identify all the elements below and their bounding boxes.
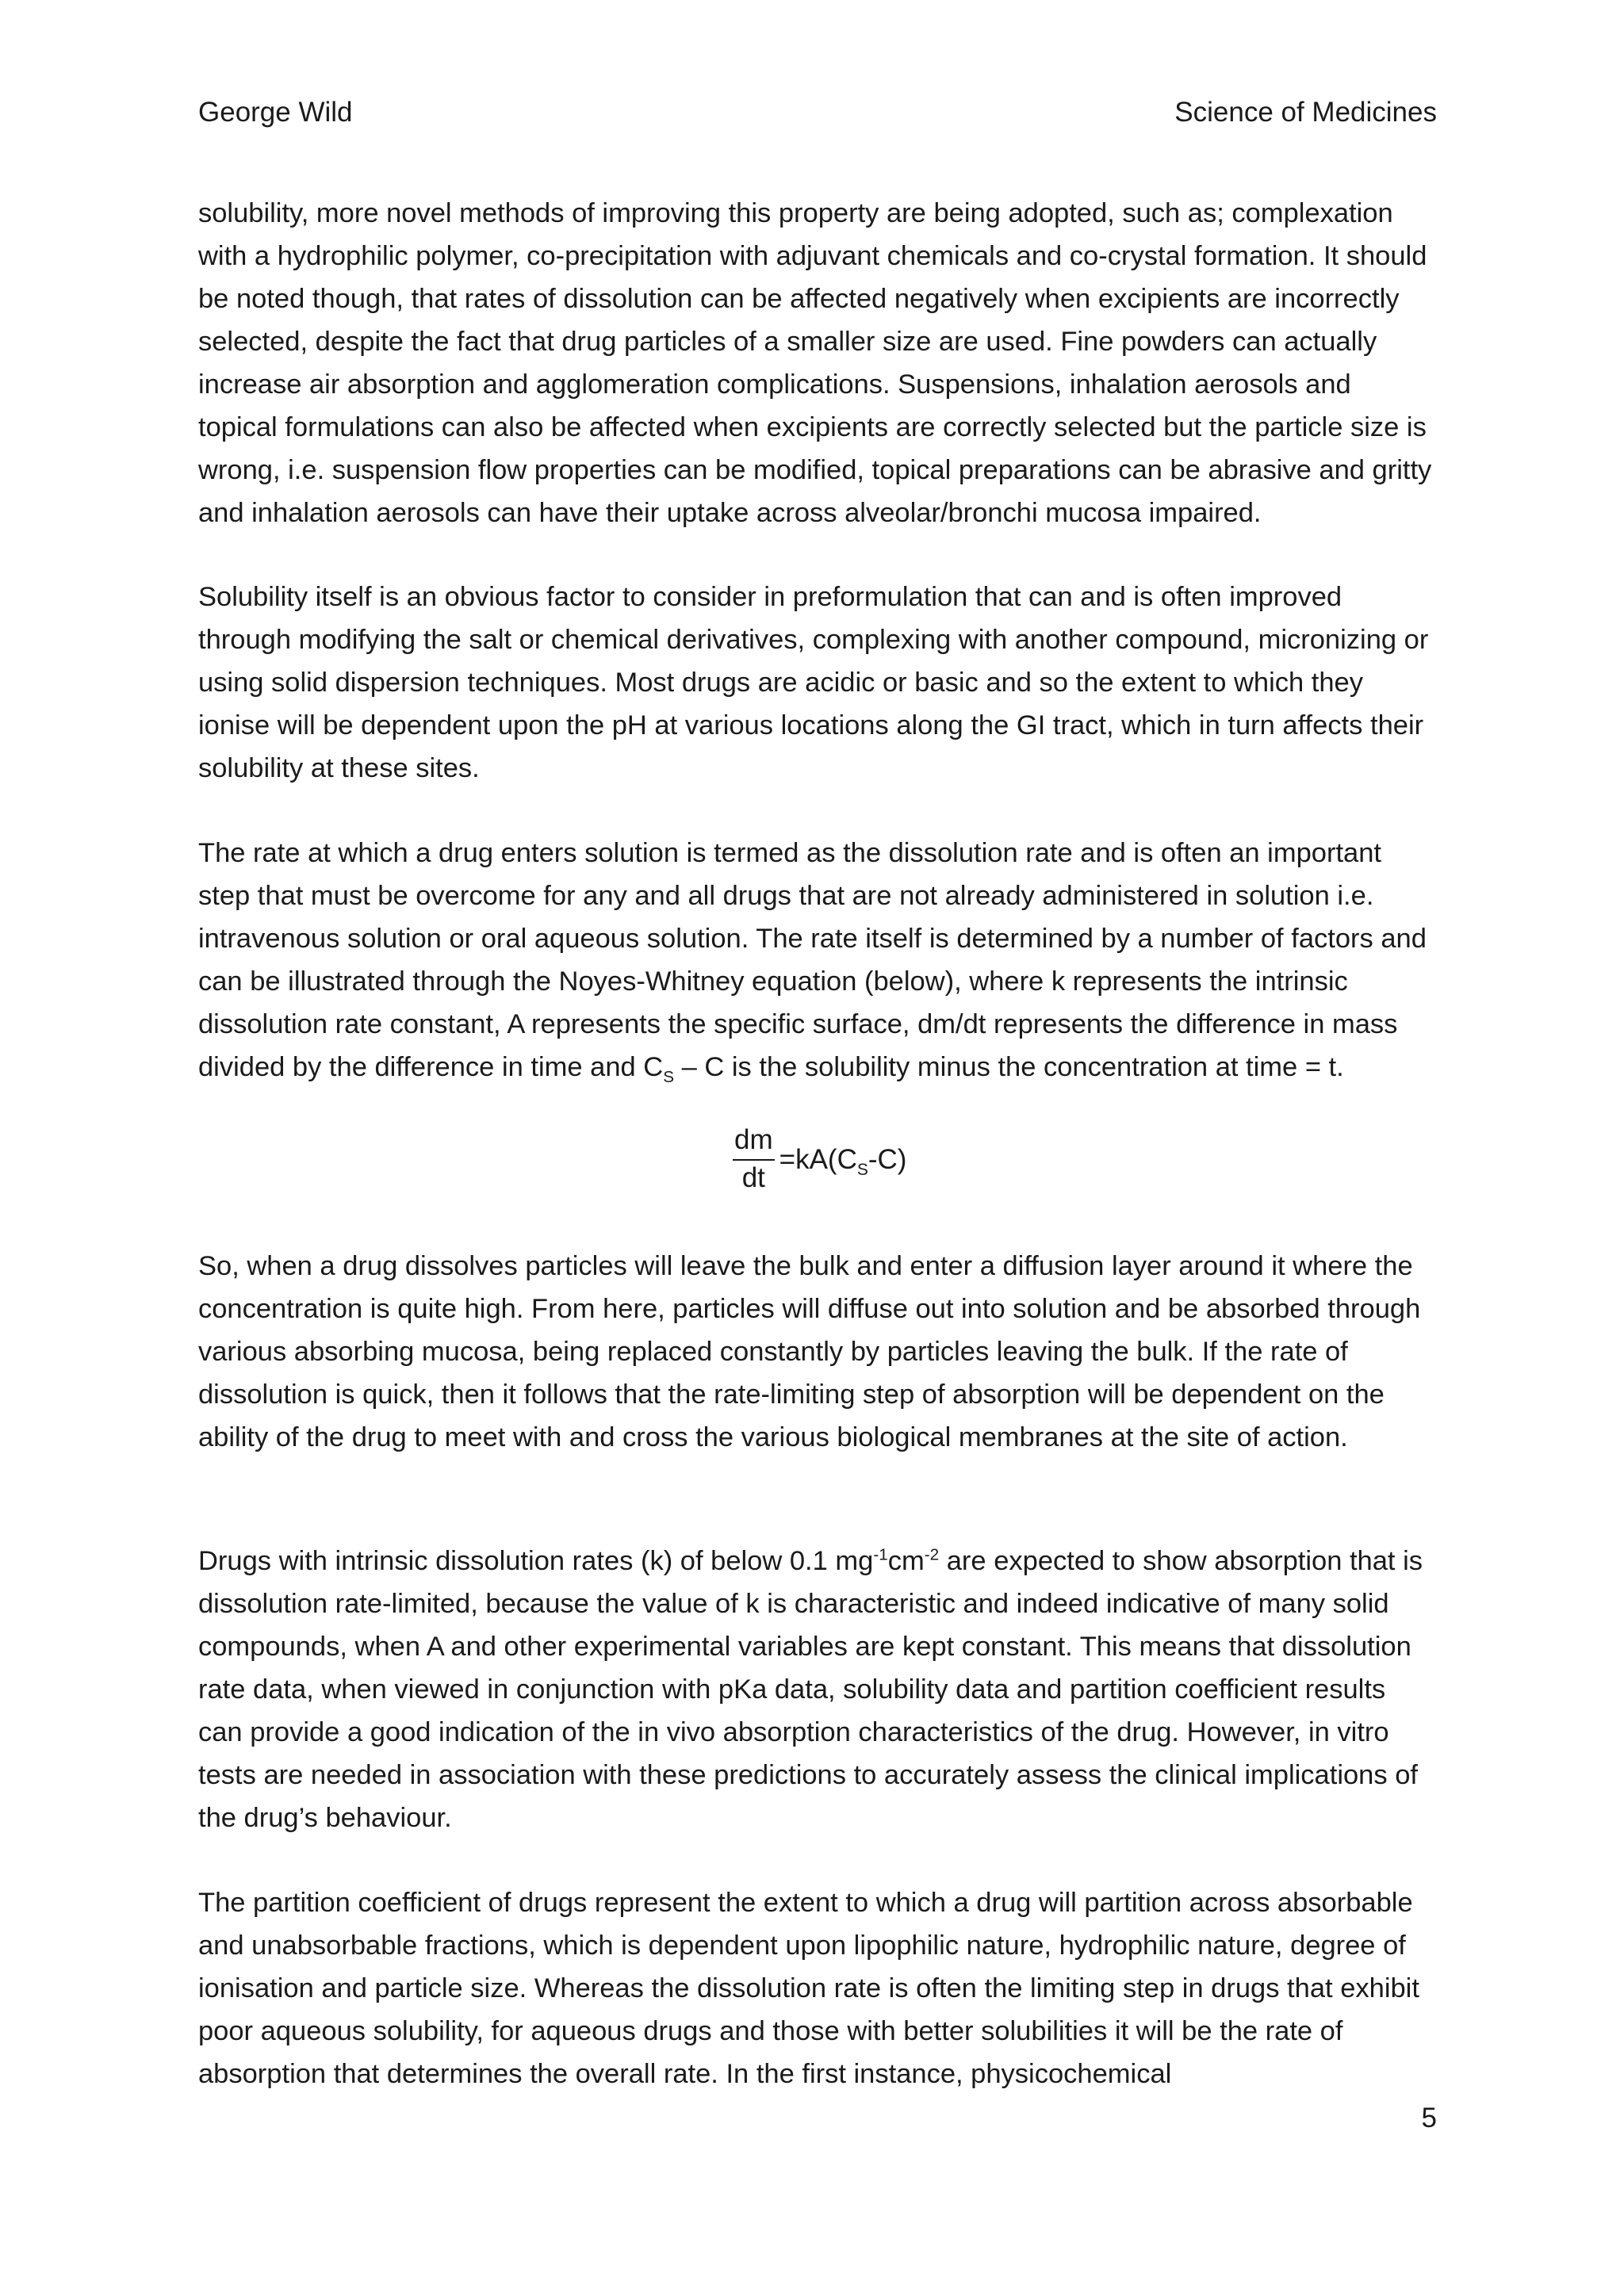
paragraph-intrinsic-b: cm [887, 1546, 925, 1576]
superscript-minus-two: -2 [924, 1545, 940, 1564]
equation-denominator: dt [741, 1162, 765, 1193]
noyes-whitney-equation [733, 1124, 906, 1194]
paragraph-dissolution-rate [198, 832, 1437, 1089]
equation-fraction [733, 1124, 775, 1194]
paragraph-dissolution-rate-text: The rate at which a drug enters solution is termed as the dissolution rate and is often an important step that must be overcome for any and all drugs that are not already administered in solution i.e. intravenous solution or oral aqueous solution. The rate itself is determined by a number of factors and can be illustrated through the Noyes-Whitney equation (below), where k represents the intrinsic dissolution rate constant, A represents the specific surface, dm/dt represents the difference in mass divided by the difference in time and C [198, 838, 1427, 1082]
equation-numerator: dm [733, 1124, 775, 1161]
paragraph-solubility-preformulation: Solubility itself is an obvious factor to consider in preformulation that can and is often improved through modifying the salt or chemical derivatives, complexing with another compound, micronizing or using solid dispersion techniques. Most drugs are acidic or basic and so the extent to which they ionise will be dependent upon the pH at various locations along the GI tract, which in turn affects their solubility at these sites. [198, 582, 1429, 783]
equation-rhs-b: -C) [868, 1144, 907, 1175]
equation-rhs-a: =kA(C [779, 1144, 857, 1175]
paragraph-solubility-methods: solubility, more novel methods of improving this property are being adopted, such as; complexation with a hydrophilic polymer, co-precipitation with adjuvant chemicals and co-crystal formation. It should be noted though, that rates of dissolution can be affected negatively when excipients are incorrectly selected, despite the fact that drug particles of a smaller size are used. Fine powders can actually increase air absorption and agglomeration complications. Suspensions, inhalation aerosols and topical formulations can also be affected when excipients are correctly selected but the particle size is wrong, i.e. suspension flow properties can be modified, topical preparations can be abrasive and gritty and inhalation aerosols can have their uptake across alveolar/bronchi mucosa impaired. [198, 198, 1432, 528]
paragraph-diffusion-layer: So, when a drug dissolves particles will leave the bulk and enter a diffusion layer around it where the concentration is quite high. From here, particles will diffuse out into solution and be absorbed through various absorbing mucosa, being replaced constantly by particles leaving the bulk. If the rate of dissolution is quick, then it follows that the rate-limiting step of absorption will be dependent on the ability of the drug to meet with and cross the various biological membranes at the site of action. [198, 1251, 1421, 1452]
header-title: Science of Medicines [1174, 97, 1437, 128]
paragraph-intrinsic-c: are expected to show absorption that is dissolution rate-limited, because the value of k is characteristic and indeed indicative of many solid compounds, when A and other experimental variables are kept constant. This means that dissolution rate data, when viewed in conjunction with pKa data, solubility data and partition coefficient results can provide a good indication of the in vivo absorption characteristics of the drug. However, in vitro tests are needed in association with these predictions to accurately assess the clinical implications of the drug’s behaviour. [198, 1546, 1423, 1833]
equation-rhs-sub: S [856, 1161, 868, 1179]
superscript-minus-one: -1 [873, 1545, 888, 1564]
paragraph-partition-coefficient: The partition coefficient of drugs represent the extent to which a drug will partition across absorbable and unabsorbable fractions, which is dependent upon lipophilic nature, hydrophilic nature, degree of ionisation and particle size. Whereas the dissolution rate is often the limiting step in drugs that exhibit poor aqueous solubility, for aqueous drugs and those with better solubilities it will be the rate of absorption that determines the overall rate. In the first instance, physicochemical [198, 1888, 1419, 2089]
header-author: George Wild [198, 97, 353, 128]
paragraph-intrinsic-dissolution [198, 1540, 1437, 1839]
page-number: 5 [1421, 2103, 1437, 2133]
equation-rhs [779, 1144, 907, 1179]
subscript-s: S [663, 1067, 675, 1086]
paragraph-dissolution-rate-tail: – C is the solubility minus the concentration at time = t. [674, 1052, 1344, 1082]
paragraph-intrinsic-a: Drugs with intrinsic dissolution rates (k) of below 0.1 mg [198, 1546, 874, 1576]
